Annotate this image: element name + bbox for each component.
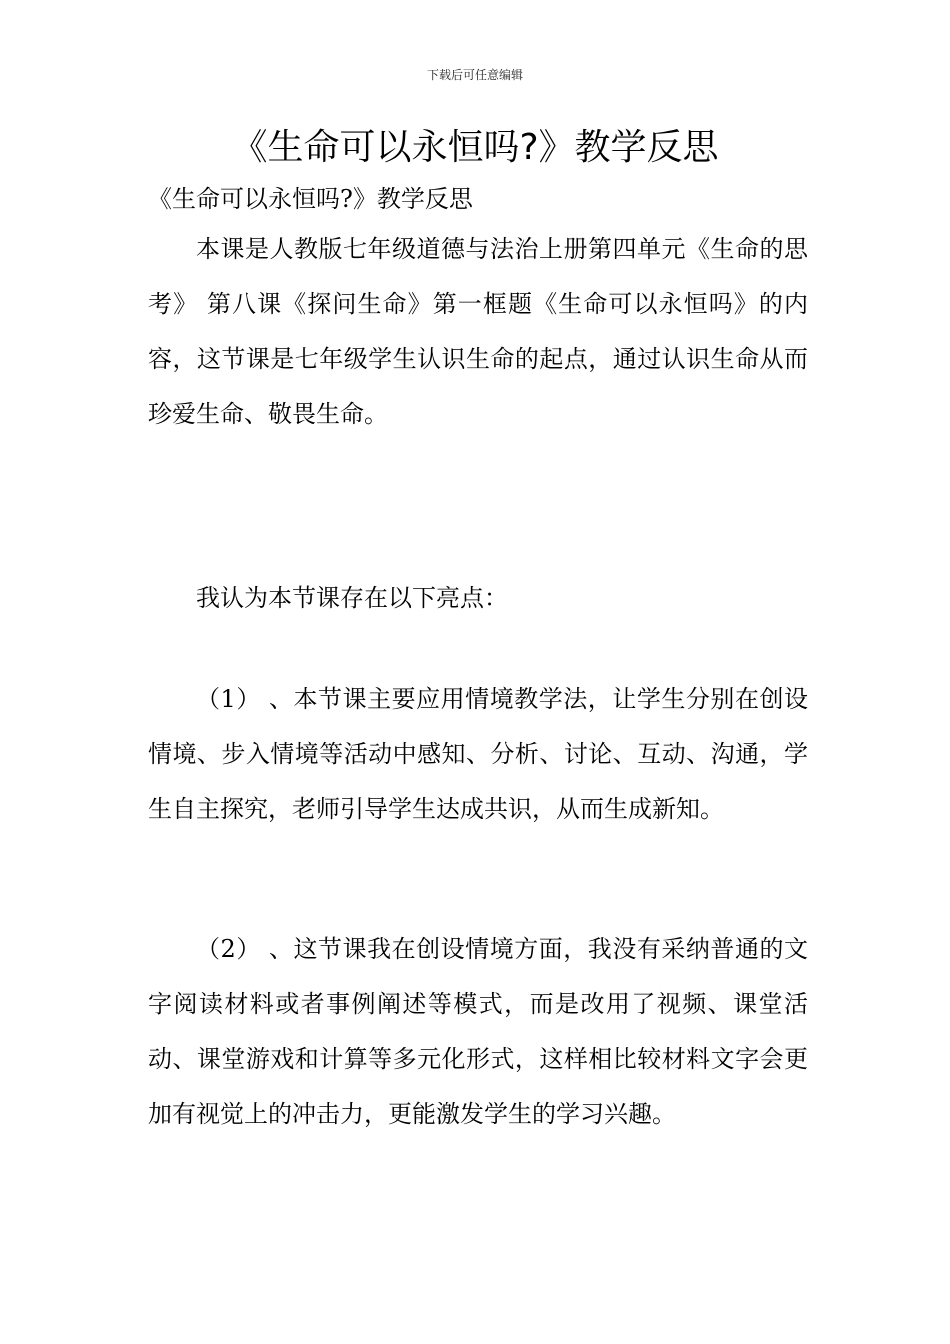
document-title: 《生命可以永恒吗?》教学反思: [231, 127, 719, 168]
document-subtitle: 《生命可以永恒吗?》教学反思: [148, 185, 473, 213]
paragraph-point-1: （1） 、本节课主要应用情境教学法，让学生分别在创设情境、步入情境等活动中感知、分析、讨论、互动、沟通，学生自主探究，老师引导学生达成共识，从而生成新知。: [148, 685, 808, 823]
paragraph-point-2: （2） 、这节课我在创设情境方面，我没有采纳普通的文字阅读材料或者事例阐述等模式，而是改用了视频、课堂活动、课堂游戏和计算等多元化形式，这样相比较材料文字会更加有视觉上的冲击力，更能激发学生的学习兴趣。: [148, 935, 808, 1128]
paragraph-highlights: 我认为本节课存在以下亮点：: [196, 584, 508, 612]
header-note: 下载后可任意编辑: [426, 68, 523, 82]
paragraph-intro: 本课是人教版七年级道德与法治上册第四单元《生命的思考》 第八课《探问生命》第一框题《生命可以永恒吗》的内容，这节课是七年级学生认识生命的起点，通过认识生命从而珍爱生命、敬畏生命。: [148, 235, 808, 428]
